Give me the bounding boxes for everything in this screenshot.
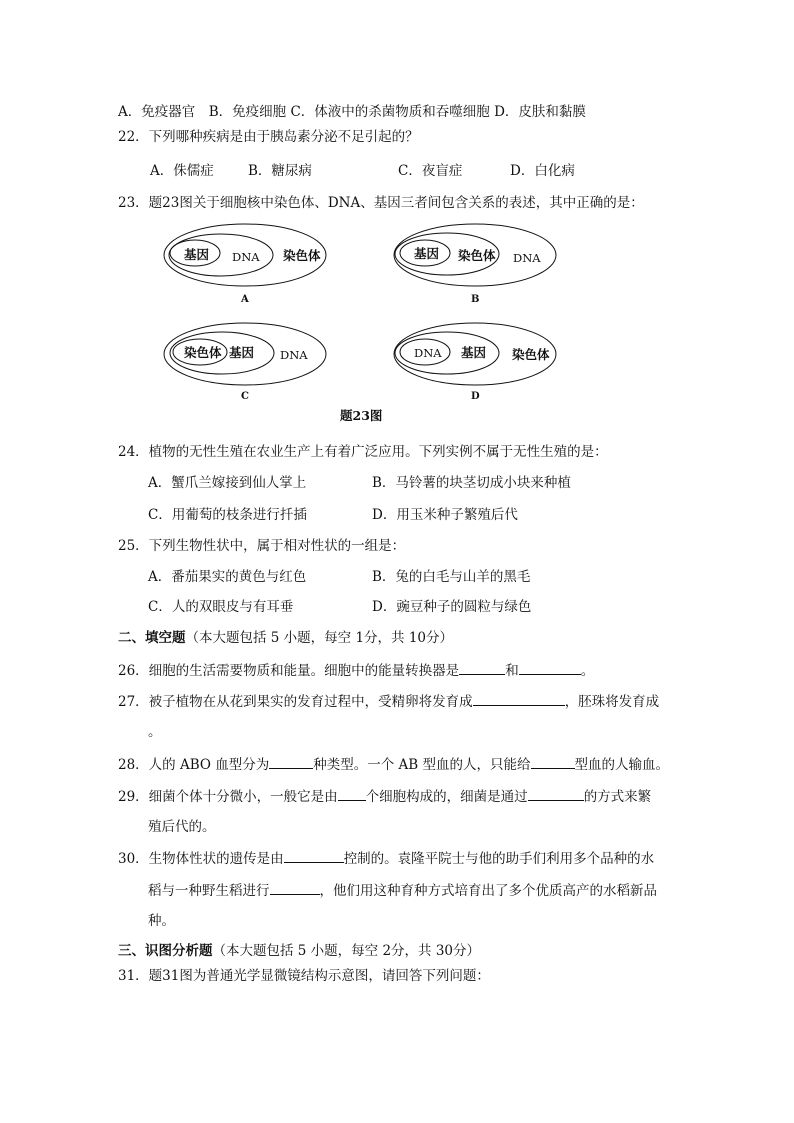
- q22-option-b: B．糖尿病: [248, 163, 312, 179]
- q30-line-2: [148, 881, 657, 900]
- q31-stem: 31．题31图为普通光学显微镜结构示意图，请回答下列问题：: [118, 968, 490, 984]
- q27-text-b: ，胚珠将发育成: [564, 694, 660, 710]
- q30-text-b: 控制的。袁隆平院士与他的助手们利用多个品种的水: [343, 851, 655, 867]
- q24-option-d: D．用玉米种子繁殖后代: [372, 507, 518, 523]
- q22-option-a: A．侏儒症: [150, 163, 214, 179]
- q26-blank-2[interactable]: [519, 661, 581, 675]
- q26-text-b: 和: [505, 663, 519, 679]
- diagram-b-inner-label: 基因: [414, 246, 440, 261]
- q30-text-c: 稻与一种野生稻进行: [148, 883, 270, 899]
- section-3-title: 三、识图分析题: [118, 943, 213, 959]
- q27-blank-1[interactable]: [473, 692, 565, 706]
- q23-figure: [160, 222, 580, 432]
- q28-text-c: 型血的人输血。: [574, 757, 670, 773]
- q30-blank-2[interactable]: [270, 881, 320, 895]
- q22-option-c: C．夜盲症: [398, 163, 463, 179]
- diagram-a-letter: A: [241, 294, 249, 305]
- q29-blank-2[interactable]: [528, 787, 584, 801]
- q26-blank-1[interactable]: [459, 661, 505, 675]
- q29-line: [118, 787, 651, 806]
- q22-stem: 22．下列哪种疾病是由于胰岛素分泌不足引起的？: [118, 129, 419, 145]
- q28-blank-2[interactable]: [531, 755, 575, 769]
- diagram-d-outer-label: 染色体: [512, 347, 550, 362]
- q27-end: 。: [148, 724, 162, 740]
- diagram-b-middle-label: 染色体: [458, 248, 496, 263]
- diagram-c-middle-label: 基因: [229, 345, 255, 360]
- q25-option-b: B．兔的白毛与山羊的黑毛: [372, 569, 531, 585]
- q22-option-d: D．白化病: [510, 163, 575, 179]
- q25-option-a: A．番茄果实的黄色与红色: [148, 569, 307, 585]
- q26-text-a: 26．细胞的生活需要物质和能量。细胞中的能量转换器是: [118, 663, 460, 679]
- q26-text-c: 。: [580, 663, 595, 679]
- q28-line: [118, 755, 669, 774]
- q29-continuation: 殖后代的。: [148, 819, 216, 835]
- q28-text-b: 种类型。一个 AB 型血的人，只能给: [313, 757, 531, 773]
- q30-blank-1[interactable]: [284, 849, 344, 863]
- q29-text-a: 29．细菌个体十分微小，一般它是由: [118, 789, 338, 805]
- section-3-heading: [118, 942, 480, 960]
- q27-text-a: 27．被子植物在从花到果实的发育过程中，受精卵将发育成: [118, 694, 473, 710]
- section-3-note: （本大题包括 5 小题，每空 2分，共 30分）: [212, 943, 481, 959]
- q25-stem: 25．下列生物性状中，属于相对性状的一组是：: [118, 538, 406, 554]
- diagram-c-outer-label: DNA: [280, 348, 308, 362]
- diagram-d-middle-label: 基因: [461, 345, 487, 360]
- diagram-a-inner-label: 基因: [184, 247, 210, 262]
- q26-line: [118, 661, 594, 680]
- diagram-a-middle-label: DNA: [232, 250, 260, 264]
- q30-line-1: [118, 849, 654, 868]
- diagram-d-letter: D: [471, 391, 480, 402]
- diagram-d-inner-label: DNA: [414, 346, 442, 360]
- q29-text-b: 个细胞构成的，细菌是通过: [365, 789, 528, 805]
- q25-option-d: D．豌豆种子的圆粒与绿色: [372, 599, 532, 615]
- diagram-b-outer-label: DNA: [513, 251, 541, 265]
- q23-figure-caption: 题23图: [340, 408, 383, 423]
- q24-option-a: A．蟹爪兰嫁接到仙人掌上: [148, 475, 307, 491]
- q28-blank-1[interactable]: [269, 755, 313, 769]
- section-2-note: （本大题包括 5 小题，每空 1分，共 10分）: [185, 630, 454, 646]
- diagram-b-letter: B: [471, 294, 480, 305]
- q25-option-c: C．人的双眼皮与有耳垂: [148, 599, 294, 615]
- q29-text-c: 的方式来繁: [583, 789, 652, 805]
- q30-text-d: ，他们用这种育种方式培育出了多个优质高产的水稻新品: [319, 883, 657, 899]
- q30-text-a: 30．生物体性状的遗传是由: [118, 851, 284, 867]
- section-2-title: 二、填空题: [118, 630, 186, 646]
- section-2-heading: [118, 629, 453, 647]
- q23-stem: 23．题23图关于细胞核中染色体、DNA、基因三者间包含关系的表述，其中正确的是：: [118, 195, 644, 211]
- diagram-c-letter: C: [241, 391, 249, 402]
- q24-option-c: C．用葡萄的枝条进行扦插: [148, 507, 307, 523]
- q24-stem: 24．植物的无性生殖在农业生产上有着广泛应用。下列实例不属于无性生殖的是：: [118, 444, 608, 460]
- q21-options: A．免疫器官 B．免疫细胞 C．体液中的杀菌物质和吞噬细胞 D．皮肤和黏膜: [118, 104, 586, 120]
- q27-line: [118, 692, 659, 711]
- q30-line-3: 种。: [148, 913, 175, 929]
- q24-option-b: B．马铃薯的块茎切成小块来种植: [372, 475, 571, 491]
- diagram-a-outer-label: 染色体: [283, 248, 321, 263]
- q29-blank-1[interactable]: [338, 787, 366, 801]
- diagram-c-inner-label: 染色体: [184, 345, 222, 360]
- q28-text-a: 28．人的 ABO 血型分为: [118, 757, 270, 773]
